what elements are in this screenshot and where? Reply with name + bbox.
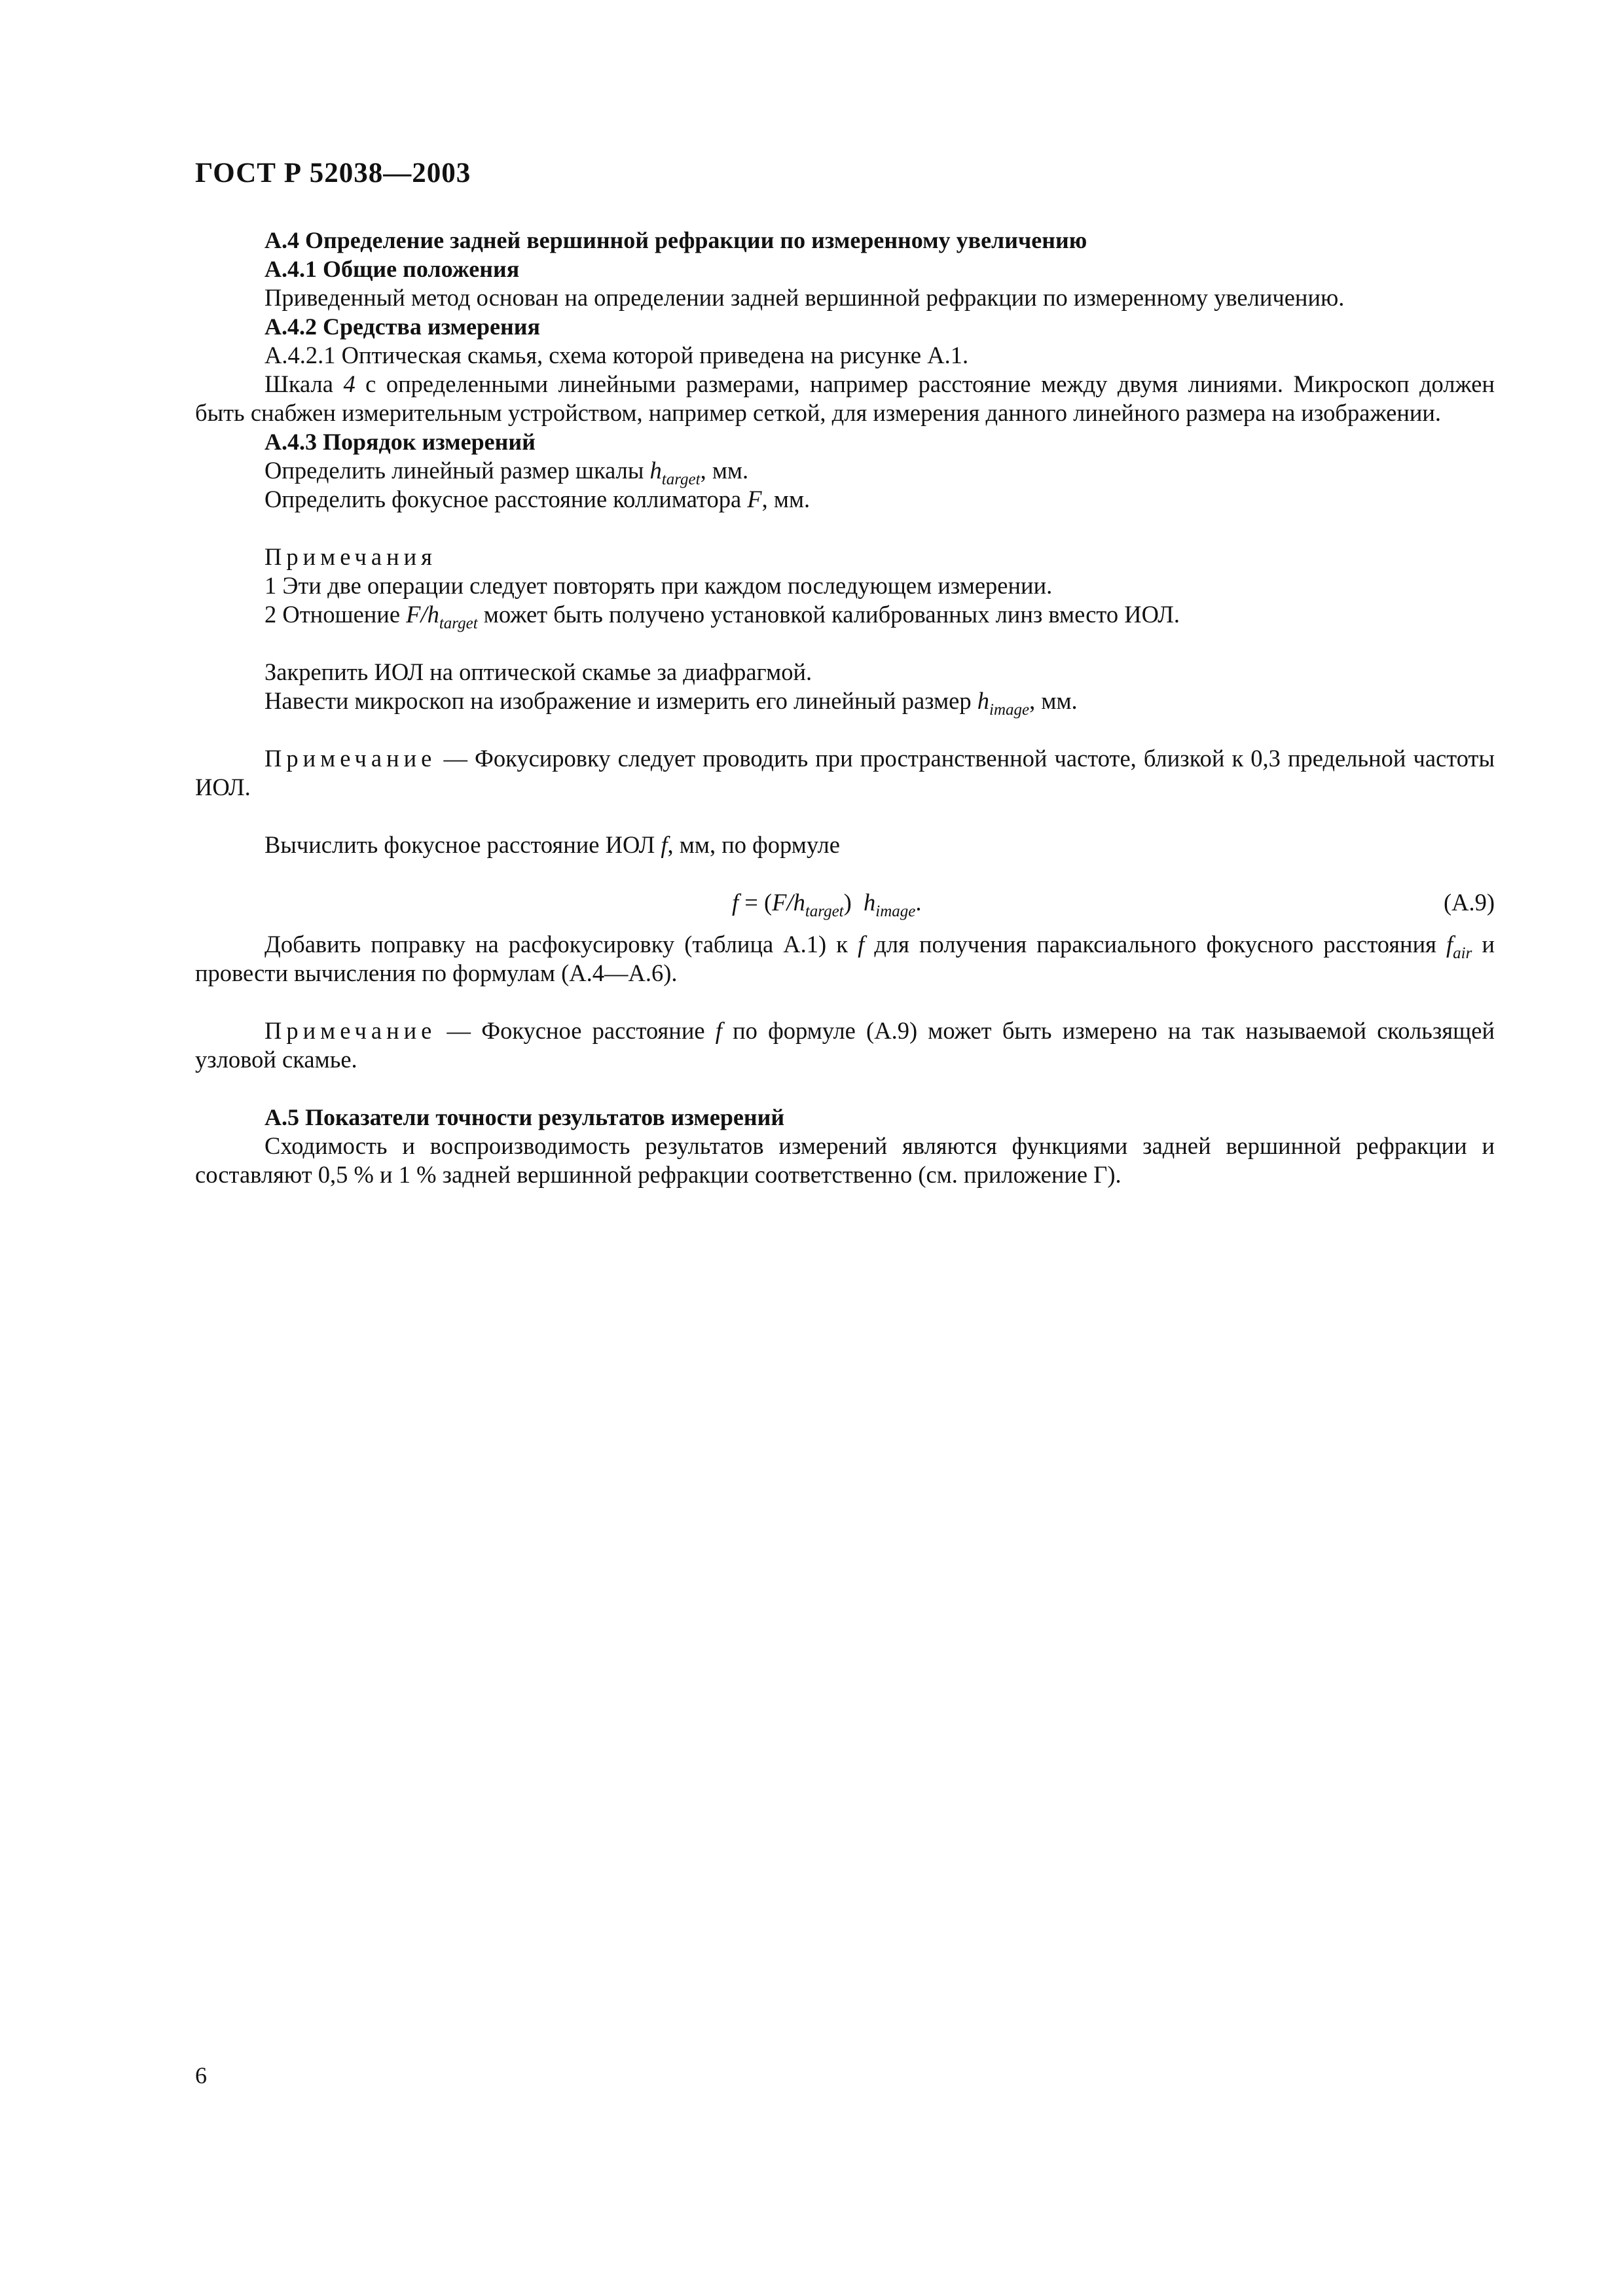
step-2 — [195, 485, 1495, 514]
step2-post: , мм. — [761, 486, 811, 512]
note3-label: Примечание — [264, 745, 437, 772]
formula-h: h — [864, 889, 876, 916]
step4-post: , мм. — [1029, 687, 1078, 714]
note2-var: F/h — [406, 601, 439, 628]
note2-pre: 2 Отношение — [264, 601, 407, 628]
note4-var: f — [715, 1017, 722, 1044]
section-a421-text: А.4.2.1 Оптическая скамья, схема которой приведена на рисунке А.1. — [264, 342, 969, 368]
step4-pre: Навести микроскоп на изображение и измерить его линейный размер — [264, 687, 977, 714]
formula-sub1: target — [805, 903, 844, 920]
scale-paragraph — [195, 370, 1495, 427]
corr-pre: Добавить поправку на расфокусировку (таблица А.1) к — [264, 931, 858, 958]
formula-eq: = ( — [739, 889, 773, 916]
formula-close: ) — [843, 889, 864, 916]
section-a41-title: А.4.1 Общие положения — [264, 256, 520, 282]
note-1: 1 Эти две операции следует повторять при каждом последующем измерении. — [264, 572, 1053, 599]
page-number: 6 — [195, 2062, 207, 2089]
section-a41-text: Приведенный метод основан на определении задней вершинной рефракции по измеренному увеличению. — [264, 284, 1345, 311]
scale-text: с определенными линейными размерами, например расстояние между двумя линиями. Микроскоп должен быть снабжен измерительным устройством, например сеткой, для измерения данного линейного размера на изображении. — [195, 370, 1495, 426]
document-body — [195, 226, 1495, 1189]
note-2 — [195, 600, 1495, 632]
corr-mid: для получения параксиального фокусного расстояния — [864, 931, 1446, 958]
formula-F: F/h — [772, 889, 805, 916]
corr-sub: air — [1453, 944, 1472, 962]
note2-post: может быть получено установкой калиброванных линз вместо ИОЛ. — [477, 601, 1180, 628]
formula-lhs: f — [732, 889, 739, 916]
step4-sub: image — [989, 701, 1030, 719]
formula-sub2: image — [875, 903, 916, 920]
note3-text: — Фокусировку следует проводить при пространственной частоте, близкой к 0,3 предельной частоты ИОЛ. — [195, 745, 1495, 800]
note4-pre: — Фокусное расстояние — [436, 1017, 716, 1044]
step4-var: h — [977, 687, 989, 714]
formula-end: . — [915, 889, 922, 916]
formula-expression — [732, 888, 922, 920]
correction-paragraph — [195, 930, 1495, 988]
scale-pre: Шкала — [264, 370, 344, 397]
note4-post: по формуле (А.9) может быть измерено на так называемой скользящей узловой скамье. — [195, 1017, 1495, 1073]
step-4 — [195, 687, 1495, 719]
calc-paragraph — [195, 831, 1495, 859]
section-a5-title: А.5 Показатели точности результатов измерений — [264, 1104, 785, 1130]
step-1 — [195, 456, 1495, 488]
step2-var: F — [747, 486, 762, 512]
corr-var: f — [858, 931, 865, 958]
section-a5-text: Сходимость и воспроизводимость результатов измерений являются функциями задней вершинной рефракции и составляют 0,5 % и 1 % задней вершинной рефракции соответственно (см. приложение Г). — [195, 1132, 1495, 1188]
step2-pre: Определить фокусное расстояние коллиматора — [264, 486, 748, 512]
calc-pre: Вычислить фокусное расстояние ИОЛ — [264, 831, 661, 858]
corr-post: и провести вычисления по формулам (А.4—А.6). — [195, 931, 1495, 986]
note-4 — [195, 1016, 1495, 1074]
step1-pre: Определить линейный размер шкалы — [264, 457, 650, 484]
calc-var: f — [661, 831, 668, 858]
note4-label: Примечание — [264, 1017, 437, 1044]
step1-sub: target — [661, 471, 701, 488]
corr-var2: f — [1446, 931, 1453, 958]
formula-number: (А.9) — [1443, 889, 1495, 916]
scale-number: 4 — [343, 370, 356, 397]
step-3: Закрепить ИОЛ на оптической скамье за диафрагмой. — [264, 658, 812, 685]
note2-sub: target — [439, 615, 478, 632]
section-a43-title: А.4.3 Порядок измерений — [264, 429, 536, 455]
note-3 — [195, 744, 1495, 802]
formula-a9 — [195, 886, 1495, 925]
step1-post: , мм. — [700, 457, 749, 484]
step1-var: h — [649, 457, 662, 484]
notes-title: Примечания — [264, 543, 437, 570]
section-a4-title: А.4 Определение задней вершинной рефракции по измеренному увеличению — [264, 227, 1087, 253]
calc-post: , мм, по формуле — [667, 831, 840, 858]
document-header: ГОСТ Р 52038—2003 — [195, 158, 471, 188]
section-a42-title: А.4.2 Средства измерения — [264, 314, 540, 340]
